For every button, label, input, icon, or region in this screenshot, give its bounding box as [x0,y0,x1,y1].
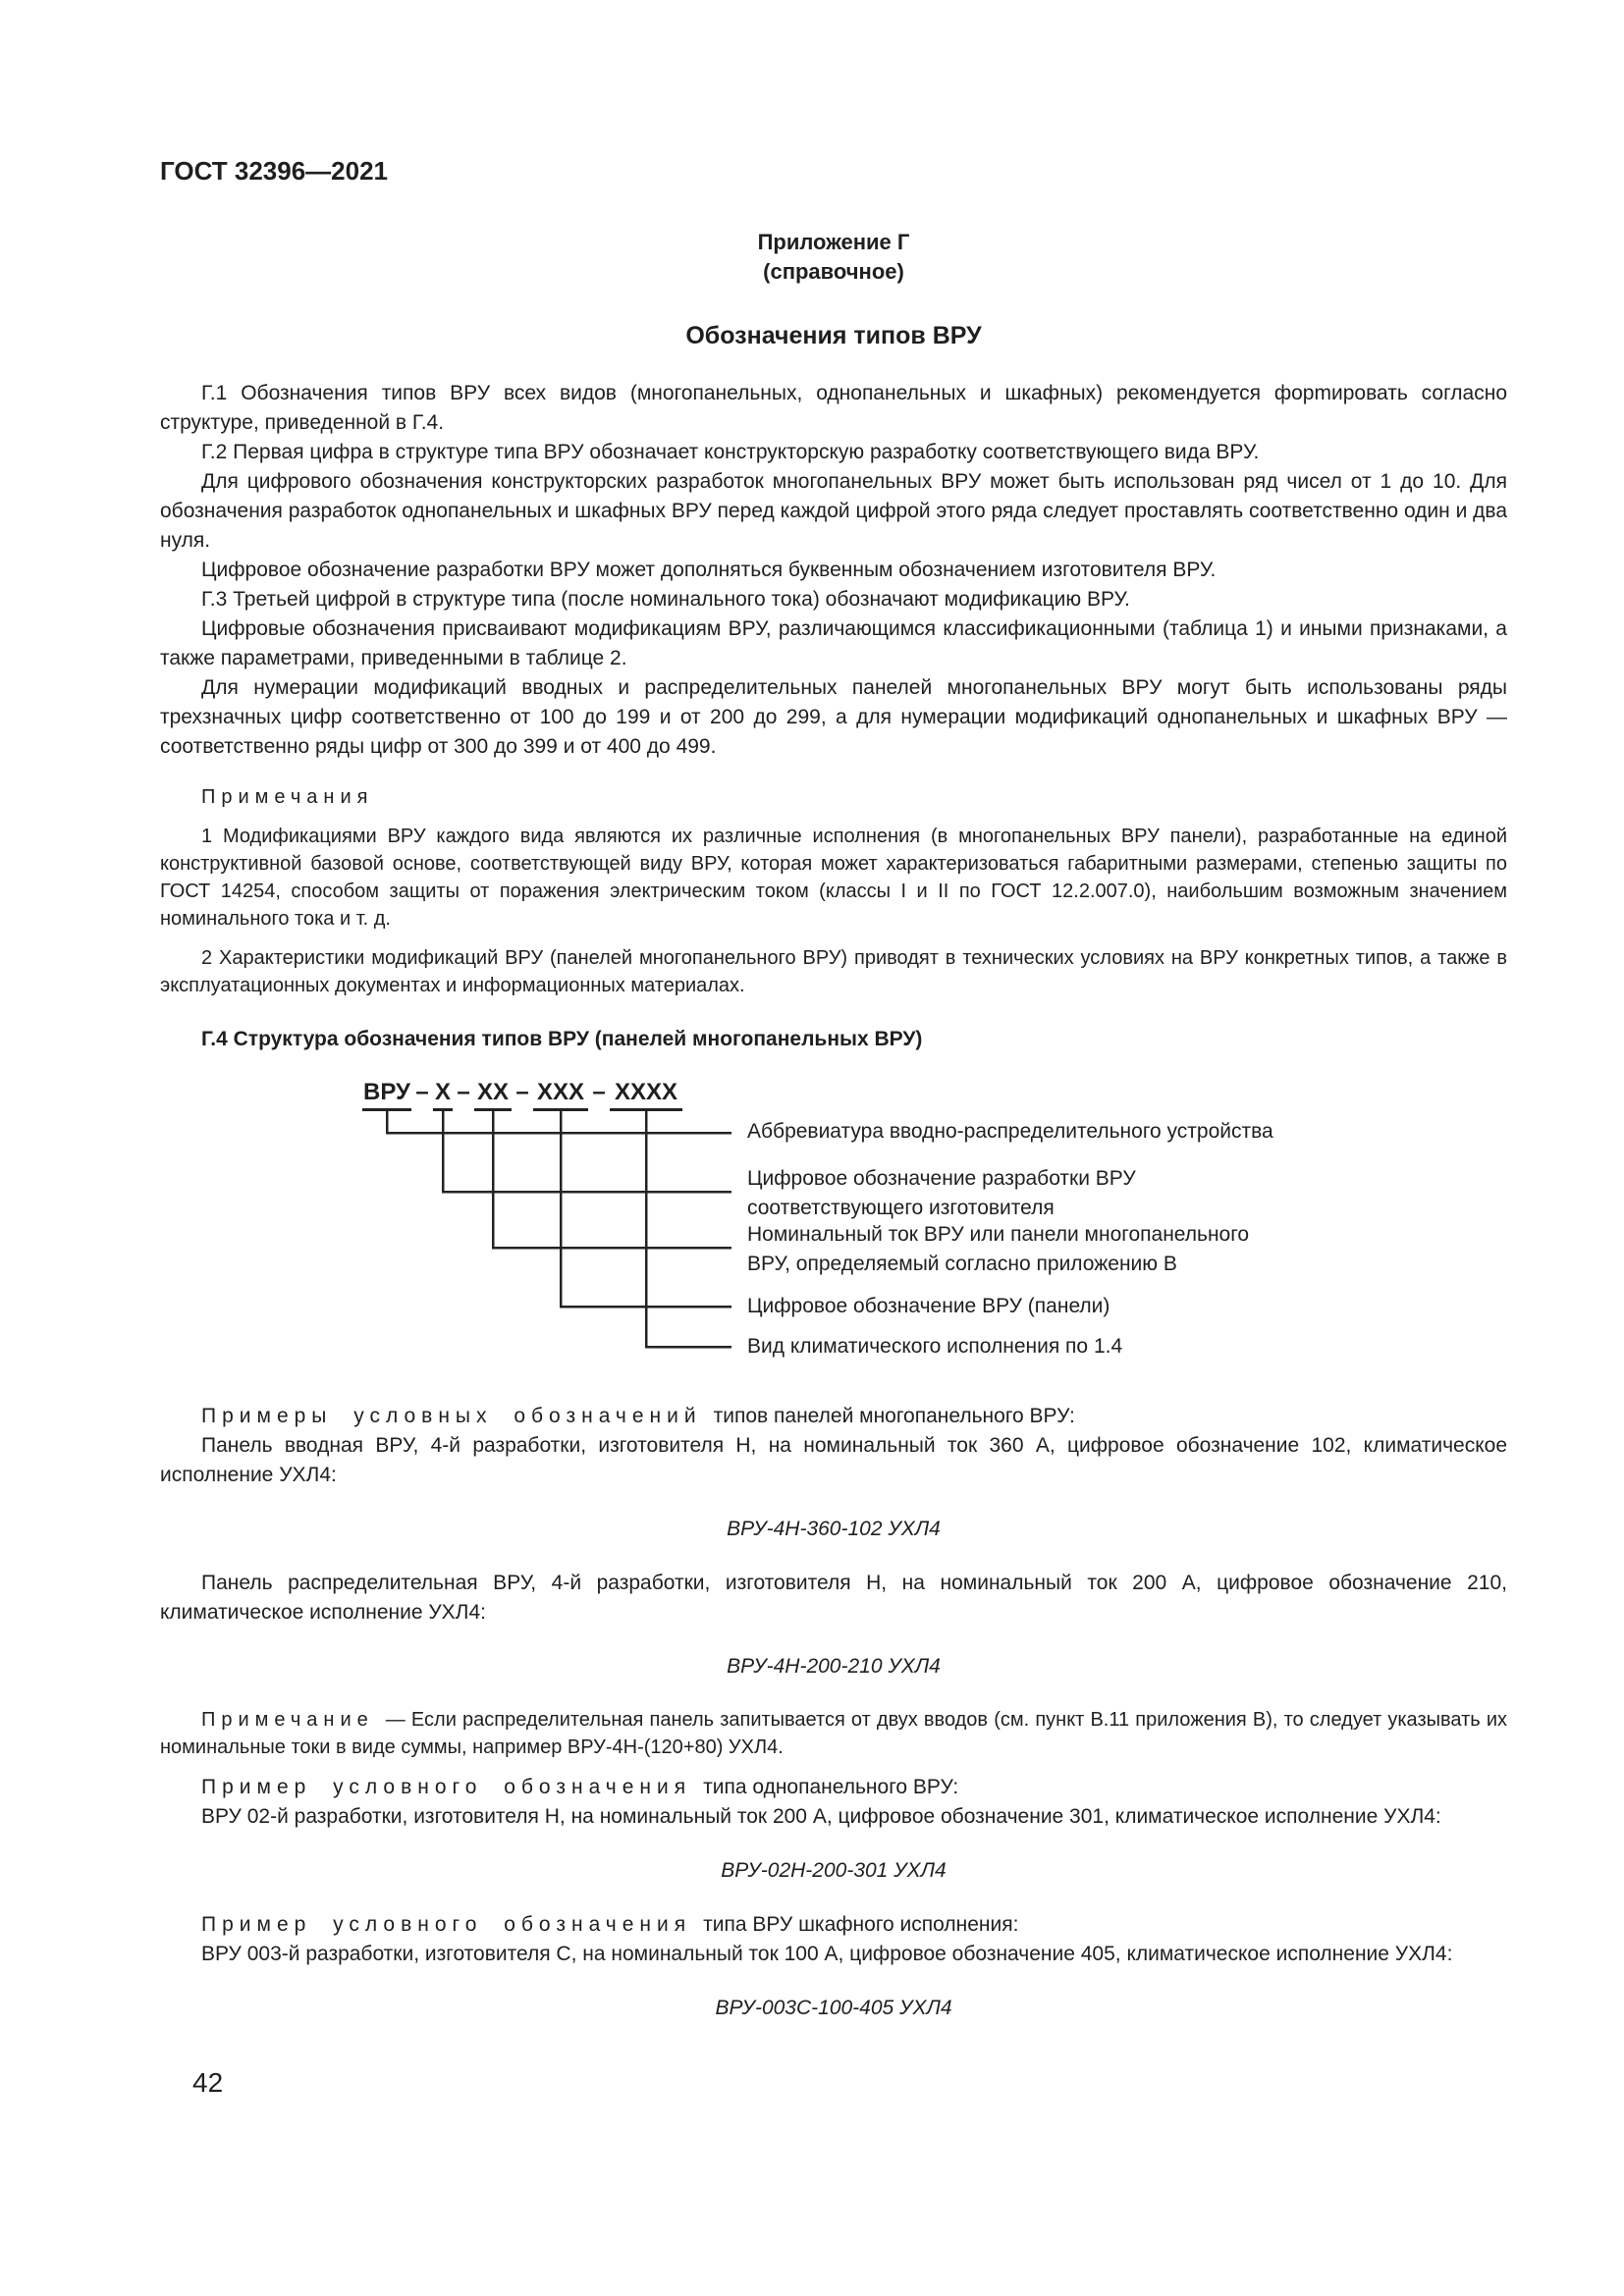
formula-segment-xxxx: ХХХХ [610,1078,682,1111]
examples-header [160,1402,1507,1431]
example-4-code: ВРУ-003С-100-405 УХЛ4 [715,1997,952,2019]
paragraph-modifications: Цифровые обозначения присваивают модификациям ВРУ, различающимся классификационными (таблица 1) и иными признаками, а также параметрами, приведенными в таблице 2. [160,617,1507,669]
example-3-header [160,1773,1507,1802]
document-code: ГОСТ 32396—2021 [160,156,388,186]
paragraph-g3: Г.3 Третьей цифрой в структуре типа (после номинального тока) обозначают модификацию ВРУ. [201,588,1130,611]
example-note-label: Примечание [201,1709,374,1731]
appendix-title: Приложение Г [757,230,910,254]
example-3-code: ВРУ-02Н-200-301 УХЛ4 [721,1859,947,1882]
diagram-label-climatic-version: Вид климатического исполнения по 1.4 [747,1335,1123,1358]
page-title: Обозначения типов ВРУ [685,322,982,349]
diagram-label-abbreviation: Аббревиатура вводно-распределительного устройства [747,1120,1273,1143]
example-4-header-rest: типа ВРУ шкафного исполнения: [703,1913,1019,1936]
paragraph-g1: Г.1 Обозначения типов ВРУ всех видов (многопанельных, однопанельных и шкафных) рекомендуется форmировать согласно структуре, приведенной в Г.4. [160,382,1507,434]
notes-header: Примечания [201,786,374,808]
paragraph-numbering: Для нумерации модификаций вводных и распределительных панелей многопанельных ВРУ могут быть использованы ряды трехзначных цифр соответственно от 100 до 199 и от 200 до 299, а для нумерации модификаций однопанельных и шкафных ВРУ — соответственно ряды цифр от 300 до 399 и от 400 до 499. [160,676,1507,758]
formula-segment-xxx: ХХХ [533,1078,588,1111]
formula-dash: – [515,1079,529,1105]
formula-segment-vru: ВРУ [362,1078,411,1111]
example-3-intro: ВРУ 02-й разработки, изготовителя Н, на номинальный ток 200 А, цифровое обозначение 301, климатическое исполнение УХЛ4: [201,1805,1441,1828]
formula-dash: – [592,1079,606,1105]
formula-dash: – [415,1079,429,1105]
examples-header-rest: типов панелей многопанельного ВРУ: [713,1405,1075,1427]
example-1-intro: Панель вводная ВРУ, 4-й разработки, изготовителя Н, на номинальный ток 360 А, цифровое обозначение 102, климатическое исполнение УХЛ4: [160,1434,1507,1486]
page-number: 42 [192,2067,224,2098]
formula-dash: – [457,1079,470,1105]
diagram-label-panel-number: Цифровое обозначение ВРУ (панели) [747,1295,1110,1317]
example-4-header [160,1910,1507,1940]
example-2-intro: Панель распределительная ВРУ, 4-й разработки, изготовителя Н, на номинальный ток 200 А, цифровое обозначение 210, климатическое исполнение УХЛ4: [160,1572,1507,1624]
paragraph-g2: Г.2 Первая цифра в структуре типа ВРУ обозначает конструкторскую разработку соответствующего вида ВРУ. [201,441,1260,463]
example-3-header-spaced: Пример условного обозначения [201,1776,692,1798]
example-4-intro: ВРУ 003-й разработки, изготовителя С, на номинальный ток 100 А, цифровое обозначение 405, климатическое исполнение УХЛ4: [201,1943,1453,1965]
note-item-1: 1 Модификациями ВРУ каждого вида являются их различные исполнения (в многопанельных ВРУ панели), разработанные на единой конструктивной базовой основе, соответствующей виду ВРУ, которая может характеризоваться габаритными размерами, степенью защиты по ГОСТ 14254, способом защиты от поражения электрическим током (классы I и II по ГОСТ 12.2.007.0), наибольшим возможным значением номинального тока и т. д. [160,826,1507,930]
example-3-header-rest: типа однопанельного ВРУ: [703,1776,959,1798]
paragraph-manufacturer: Цифровое обозначение разработки ВРУ может дополняться буквенным обозначением изготовителя ВРУ. [201,559,1217,581]
diagram-label-development-number: Цифровое обозначение разработки ВРУ соответствующего изготовителя [747,1167,1136,1219]
paragraph-g2-cont: Для цифрового обозначения конструкторских разработок многопанельных ВРУ может быть использован ряд чисел от 1 до 10. Для обозначения разработок однопанельных и шкафных ВРУ перед каждой цифрой этого ряда следует проставлять соответственно один и два нуля. [160,470,1507,552]
formula-segment-x: Х [433,1078,453,1111]
example-1-code: ВРУ-4Н-360-102 УХЛ4 [727,1518,941,1540]
example-note-text: — Если распределительная панель запитывается от двух вводов (см. пункт В.11 приложения В), то следует указывать их номинальные токи в виде суммы, например ВРУ-4Н-(120+80) УХЛ4. [160,1709,1507,1758]
note-item-2: 2 Характеристики модификаций ВРУ (панелей многопанельного ВРУ) приводят в технических условиях на ВРУ конкретных типов, а также в эксплуатационных документах и информационных материалах. [160,947,1507,996]
section-g4-heading: Г.4 Структура обозначения типов ВРУ (панелей многопанельных ВРУ) [201,1028,923,1050]
example-4-header-spaced: Пример условного обозначения [201,1913,692,1936]
appendix-subtitle: (справочное) [763,259,904,284]
formula-segment-xx: ХХ [474,1078,512,1111]
type-designation-diagram [160,1068,1507,1372]
examples-header-spaced: Примеры условных обозначений [201,1405,702,1427]
diagram-label-rated-current: Номинальный ток ВРУ или панели многопанельного ВРУ, определяемый согласно приложению В [747,1223,1250,1275]
type-formula [362,1078,682,1111]
example-2-code: ВРУ-4Н-200-210 УХЛ4 [727,1655,941,1678]
example-note [160,1706,1507,1761]
